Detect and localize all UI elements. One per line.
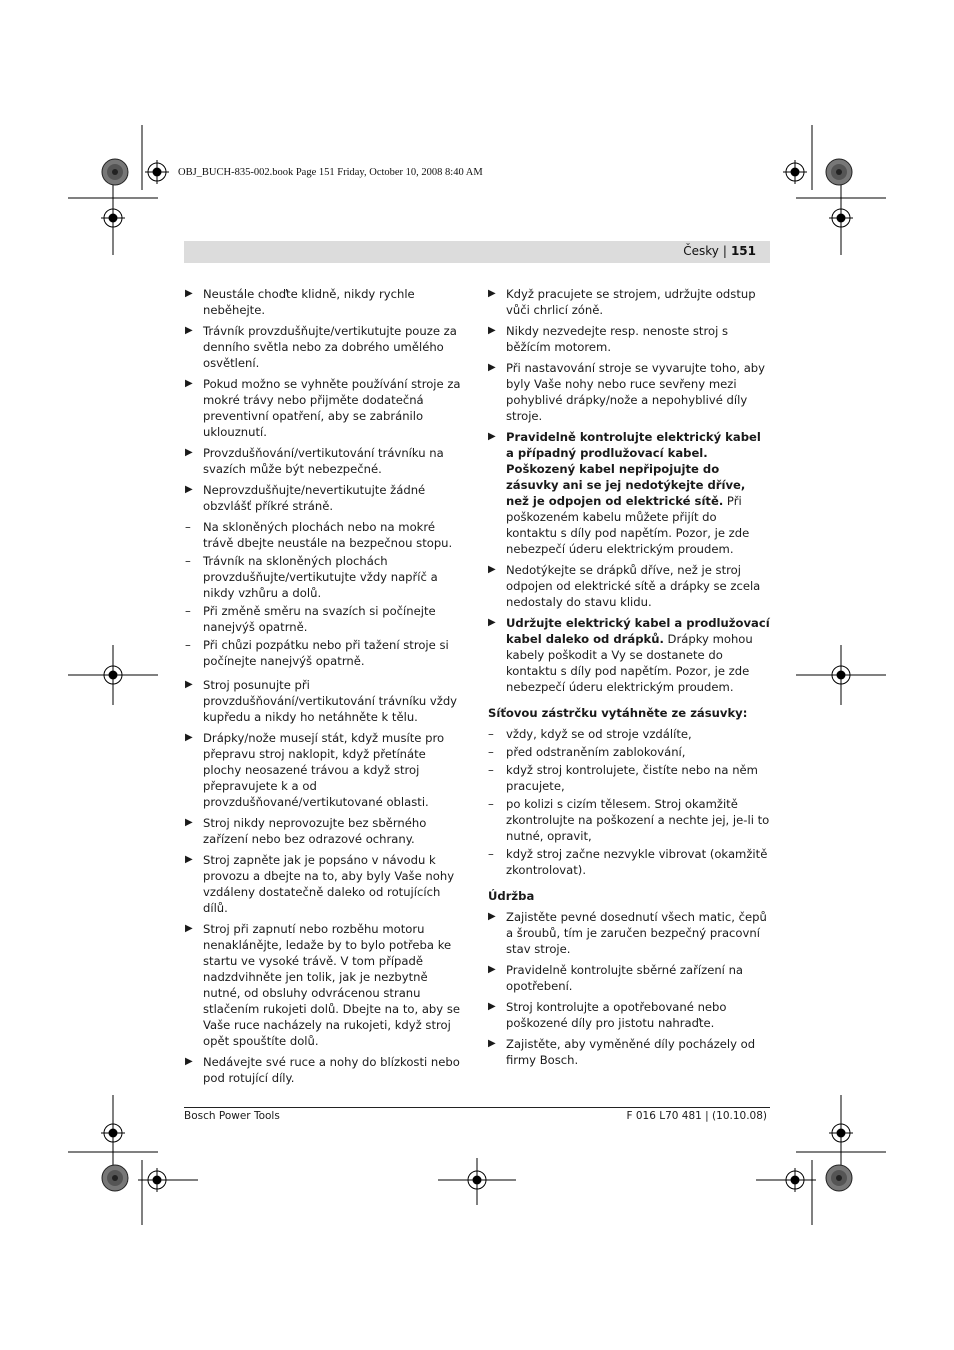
item-text: Nedotýkejte se drápků dříve, než je stroj odpojen od elektrické sítě a drápky se zcela nedostaly do stavu klidu. <box>506 563 761 609</box>
item-text: když stroj začne nezvykle vibrovat (okamžitě zkontrolovat). <box>506 847 768 877</box>
dash-marker: – <box>488 847 494 861</box>
bullet-list-item <box>185 376 465 440</box>
header-text: Česky | 151 <box>683 244 756 258</box>
bullet-list-item <box>185 323 465 371</box>
item-text: Stroj nikdy neprovozujte bez sběrného zařízení nebo bez odrazové ochrany. <box>203 816 427 846</box>
dash-list-item <box>185 637 465 669</box>
dash-list-item <box>488 846 770 878</box>
header-language: Česky <box>683 244 719 258</box>
color-wheel-icon <box>825 158 853 186</box>
item-text: Při chůzi pozpátku nebo při tažení stroje si počínejte nanejvýš opatrně. <box>203 638 449 668</box>
item-text: Při nastavování stroje se vyvarujte toho, aby byly Vaše nohy nebo ruce sevřeny mezi pohyblivé drápky/nože a nepohyblivé díly stroje. <box>506 361 766 423</box>
bullet-list-item <box>488 323 770 355</box>
item-text: vždy, když se od stroje vzdálíte, <box>506 727 692 741</box>
bullet-list-item <box>488 429 770 557</box>
bullet-list-item <box>185 1054 465 1086</box>
triangle-bullet-icon: ▶ <box>185 679 193 690</box>
bullet-list-item <box>488 562 770 610</box>
bullet-list-item <box>185 286 465 318</box>
item-text: Neprovzdušňujte/nevertikutujte žádné obzvlášť příkré stráně. <box>203 483 426 513</box>
item-text: Trávník provzdušňujte/vertikutujte pouze za denního světla nebo za dobrého umělého osvětlení. <box>203 324 457 370</box>
triangle-bullet-icon: ▶ <box>488 431 496 442</box>
triangle-bullet-icon: ▶ <box>185 288 193 299</box>
left-column <box>185 286 465 1091</box>
triangle-bullet-icon: ▶ <box>488 288 496 299</box>
triangle-bullet-icon: ▶ <box>185 447 193 458</box>
dash-list-item <box>185 553 465 601</box>
dash-list-item <box>488 726 770 742</box>
bullet-list-item <box>185 815 465 847</box>
dash-marker: – <box>185 520 191 534</box>
color-wheel-icon <box>101 158 129 186</box>
triangle-bullet-icon: ▶ <box>488 362 496 373</box>
registration-mark-icon <box>829 1121 853 1145</box>
bullet-list-item <box>185 677 465 725</box>
dash-list-item <box>488 762 770 794</box>
triangle-bullet-icon: ▶ <box>185 378 193 389</box>
item-text: Stroj při zapnutí nebo rozběhu motoru nenaklánějte, ledaže by to bylo potřeba ke startu ve vysoké trávě. V tom případě nadzdvihněte jen tolik, jak je nezbytně nutné, od obsluhy odvrácenou stranu stlačením rukojeti dolů. Dbejte na to, aby se Vaše ruce nacházely na rukojeti, když stroj opět spouštíte dolů. <box>203 922 461 1048</box>
bullet-list-item <box>488 286 770 318</box>
dash-list-item <box>185 519 465 551</box>
dash-marker: – <box>488 745 494 759</box>
item-text: když stroj kontrolujete, čistíte nebo na něm pracujete, <box>506 763 758 793</box>
triangle-bullet-icon: ▶ <box>185 484 193 495</box>
triangle-bullet-icon: ▶ <box>488 911 496 922</box>
page-number: 151 <box>730 244 756 258</box>
item-text: Nikdy nezvedejte resp. nenoste stroj s běžícím motorem. <box>506 324 729 354</box>
item-text: Na skloněných plochách nebo na mokré trávě dbejte neustále na bezpečnou stopu. <box>203 520 453 550</box>
registration-mark-icon <box>829 206 853 230</box>
triangle-bullet-icon: ▶ <box>488 325 496 336</box>
dash-marker: – <box>185 604 191 618</box>
registration-mark-icon <box>783 1168 807 1192</box>
section-heading: Síťovou zástrčku vytáhněte ze zásuvky: <box>488 706 748 720</box>
bold-warning-text: Pravidelně kontrolujte elektrický kabel a případný prodlužovací kabel. Poškozený kabel nepřipojujte do zásuvky ani se jej nedotýkejte dříve, než je odpojen od elektrické sítě. <box>506 430 761 508</box>
right-column <box>488 286 770 1073</box>
section-heading: Údržba <box>488 889 535 903</box>
triangle-bullet-icon: ▶ <box>488 564 496 575</box>
triangle-bullet-icon: ▶ <box>185 732 193 743</box>
item-text: Stroj kontrolujte a opotřebované nebo poškozené díly pro jistotu nahraďte. <box>506 1000 727 1030</box>
bullet-list-item <box>488 999 770 1031</box>
item-text: Při poškozeném kabelu můžete přijít do kontaktu s díly pod napětím. Pozor, je zde nebezpečí úderu elektrickým proudem. <box>506 494 750 556</box>
registration-mark-icon <box>829 663 853 687</box>
registration-mark-icon <box>101 663 125 687</box>
item-text: Trávník na skloněných plochách provzdušňujte/vertikutujte vždy napříč a nikdy vzhůru a dolů. <box>203 554 438 600</box>
triangle-bullet-icon: ▶ <box>185 1056 193 1067</box>
footer-brand: Bosch Power Tools <box>184 1110 280 1122</box>
triangle-bullet-icon: ▶ <box>488 1001 496 1012</box>
item-text: Nedávejte své ruce a nohy do blízkosti nebo pod rotující díly. <box>203 1055 460 1085</box>
color-wheel-icon <box>825 1164 853 1192</box>
bullet-list-item <box>488 909 770 957</box>
item-text: Provzdušňování/vertikutování trávníku na svazích může být nebezpečné. <box>203 446 444 476</box>
item-text: Když pracujete se strojem, udržujte odstup vůči chrlicí zóně. <box>506 287 756 317</box>
print-info: OBJ_BUCH-835-002.book Page 151 Friday, October 10, 2008 8:40 AM <box>178 167 483 178</box>
footer-divider <box>184 1107 770 1108</box>
triangle-bullet-icon: ▶ <box>185 325 193 336</box>
dash-list-item <box>488 796 770 844</box>
bullet-list-item <box>488 962 770 994</box>
dash-list-item <box>185 603 465 635</box>
item-text: Zajistěte, aby vyměněné díly pocházely od firmy Bosch. <box>506 1037 756 1067</box>
registration-mark-icon <box>145 160 169 184</box>
item-text: Pokud možno se vyhněte používání stroje za mokré trávy nebo přijměte dodatečná preventivní opatření, aby se zabránilo uklouznutí. <box>203 377 461 439</box>
dash-marker: – <box>185 554 191 568</box>
bullet-list-item <box>488 615 770 695</box>
item-text: Neustále choďte klidně, nikdy rychle neběhejte. <box>203 287 415 317</box>
bullet-list-item <box>488 360 770 424</box>
registration-mark-icon <box>101 206 125 230</box>
item-text: Zajistěte pevné dosednutí všech matic, čepů a šroubů, tím je zaručen bezpečný pracovní stav stroje. <box>506 910 767 956</box>
bullet-list-item <box>185 445 465 477</box>
registration-mark-icon <box>465 1168 489 1192</box>
item-text: Stroj zapněte jak je popsáno v návodu k provozu a dbejte na to, aby byly Vaše nohy vzdáleny dostatečně daleko od rotujících dílů. <box>203 853 455 915</box>
item-text: před odstraněním zablokování, <box>506 745 686 759</box>
dash-marker: – <box>488 797 494 811</box>
dash-list-item <box>488 744 770 760</box>
triangle-bullet-icon: ▶ <box>185 923 193 934</box>
item-text: Drápky/nože musejí stát, když musíte pro přepravu stroj naklopit, když přetínáte plochy neosazené trávou a když stroj přepravujete k a od provzdušňované/vertikutované oblasti. <box>203 731 445 809</box>
triangle-bullet-icon: ▶ <box>488 964 496 975</box>
item-text: Při změně směru na svazích si počínejte nanejvýš opatrně. <box>203 604 436 634</box>
page-header <box>184 241 770 263</box>
bullet-list-item <box>185 921 465 1049</box>
dash-marker: – <box>488 763 494 777</box>
triangle-bullet-icon: ▶ <box>185 817 193 828</box>
item-text: Stroj posunujte při provzdušňování/vertikutování trávníku vždy kupředu a nikdy ho netáhněte k tělu. <box>203 678 458 724</box>
dash-marker: – <box>185 638 191 652</box>
triangle-bullet-icon: ▶ <box>488 1038 496 1049</box>
triangle-bullet-icon: ▶ <box>488 617 496 628</box>
registration-mark-icon <box>783 160 807 184</box>
bullet-list-item <box>185 730 465 810</box>
item-text: Pravidelně kontrolujte sběrné zařízení na opotřebení. <box>506 963 744 993</box>
bullet-list-item <box>185 482 465 514</box>
dash-marker: – <box>488 727 494 741</box>
bullet-list-item <box>488 1036 770 1068</box>
item-text: Drápky mohou kabely poškodit a Vy se dostanete do kontaktu s díly pod napětím. Pozor, je zde nebezpečí úderu elektrickým proudem. <box>506 632 753 694</box>
bold-warning-text: Udržujte elektrický kabel a prodlužovací kabel daleko od drápků. <box>506 616 770 646</box>
item-text: po kolizi s cizím tělesem. Stroj okamžitě zkontrolujte na poškození a nechte jej, je-li to nutné, opravit, <box>506 797 770 843</box>
registration-mark-icon <box>101 1121 125 1145</box>
triangle-bullet-icon: ▶ <box>185 854 193 865</box>
color-wheel-icon <box>101 1164 129 1192</box>
bullet-list-item <box>185 852 465 916</box>
registration-mark-icon <box>145 1168 169 1192</box>
footer-doc-id: F 016 L70 481 | (10.10.08) <box>626 1110 767 1122</box>
